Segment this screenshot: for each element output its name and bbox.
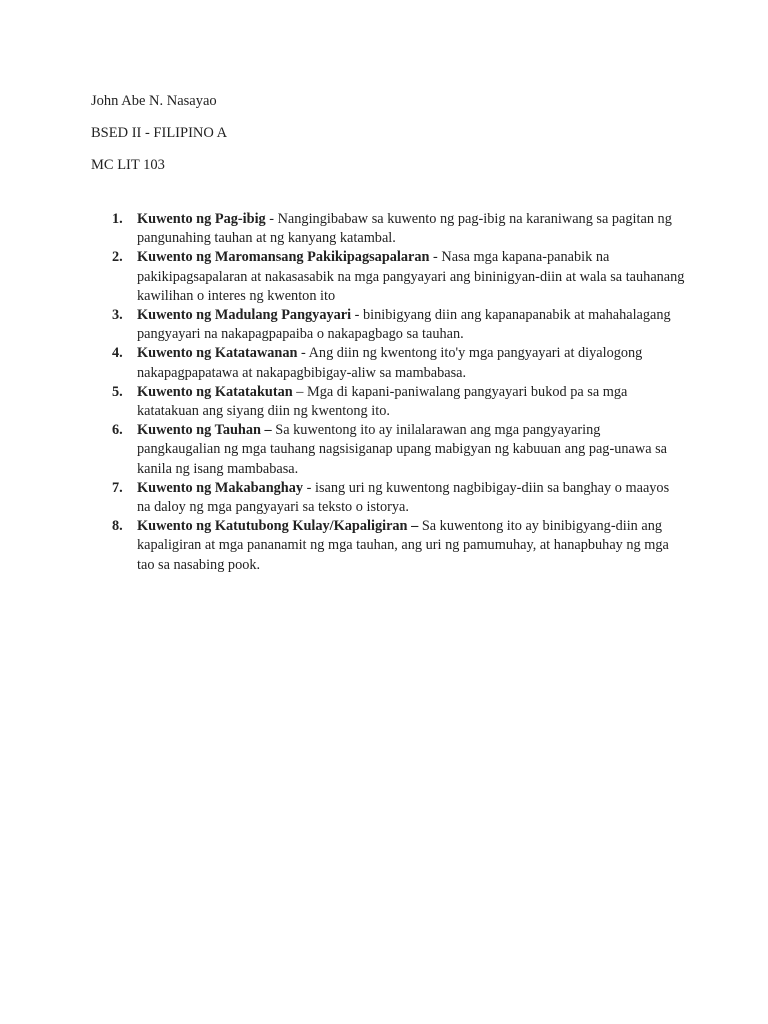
item-number: 6. — [112, 422, 123, 439]
item-number: 3. — [112, 307, 123, 324]
item-term: Kuwento ng Katatawanan — [137, 345, 298, 362]
item-term: Kuwento ng Madulang Pangyayari — [137, 307, 352, 324]
item-description: Nasa mga kapana-panabik na pakikipagsapalaran at nakasasabik na mga pangyayari ang bininigyan-diin at wala sa tauhanang kawilihan o interes ng kwenton ito — [137, 249, 685, 304]
item-number: 5. — [112, 383, 123, 400]
item-term: Kuwento ng Tauhan – — [137, 422, 272, 439]
item-term: Kuwento ng Makabanghay — [137, 479, 304, 496]
item-description: Sa kuwentong ito ay inilalarawan ang mga pangyayaring pangkaugalian ng mga tauhang nagsisiganap upang mabigyan ng kabuuan ang pag-unawa sa kanila ng isang mambabasa. — [137, 422, 668, 477]
item-separator: - — [265, 211, 278, 227]
list-item — [100, 383, 685, 421]
item-description: isang uri ng kuwentong nagbibigay-diin sa banghay o maayos na daloy ng mga pangyayari sa teksto o istorya. — [137, 479, 670, 516]
list-item — [100, 479, 685, 517]
story-types-list — [100, 210, 685, 575]
item-number: 2. — [112, 249, 123, 266]
item-number: 1. — [112, 211, 123, 227]
item-description: Sa kuwentong ito ay binibigyang-diin ang kapaligiran at mga pananamit ng mga tauhan, ang uri ng pamumuhay, at hanapbuhay ng mga tao sa nasabing pook. — [137, 518, 669, 573]
author-name: John Abe N. Nasayao — [91, 93, 217, 109]
list-item — [100, 306, 685, 344]
item-term: Kuwento ng Pag-ibig — [137, 211, 266, 227]
list-item — [100, 344, 685, 382]
item-number: 8. — [112, 518, 123, 535]
item-description: binibigyang diin ang kapanapanabik at mahahalagang pangyayari na nakapagpapaiba o nakapagbago sa tauhan. — [137, 307, 671, 343]
section-line: BSED II - FILIPINO A — [91, 125, 228, 141]
item-separator: - — [429, 249, 442, 266]
item-separator: - — [303, 479, 315, 496]
item-separator: – — [292, 383, 307, 400]
item-separator: - — [297, 345, 309, 362]
item-separator: - — [351, 307, 364, 324]
item-number: 4. — [112, 345, 123, 362]
item-term: Kuwento ng Katutubong Kulay/Kapaligiran – — [137, 518, 419, 535]
item-term: Kuwento ng Maromansang Pakikipagsapalaran — [137, 249, 430, 266]
document-header — [91, 94, 227, 174]
item-term: Kuwento ng Katatakutan — [137, 383, 293, 400]
list-item — [100, 421, 685, 479]
list-item — [100, 248, 685, 306]
item-description: Nangingibabaw sa kuwento ng pag-ibig na karaniwang sa pagitan ng pangunahing tauhan at ng kanyang katambal. — [137, 211, 672, 247]
item-number: 7. — [112, 479, 123, 496]
course-code: MC LIT 103 — [91, 157, 165, 173]
list-item — [100, 517, 685, 575]
list-item — [100, 210, 685, 248]
item-description: Ang diin ng kwentong ito'y mga pangyayari at diyalogong nakapagpapatawa at nakapagbibigay-aliw sa mambabasa. — [137, 345, 643, 381]
item-description: Mga di kapani-paniwalang pangyayari bukod pa sa mga katatakuan ang siyang diin ng kwentong ito. — [137, 383, 628, 420]
